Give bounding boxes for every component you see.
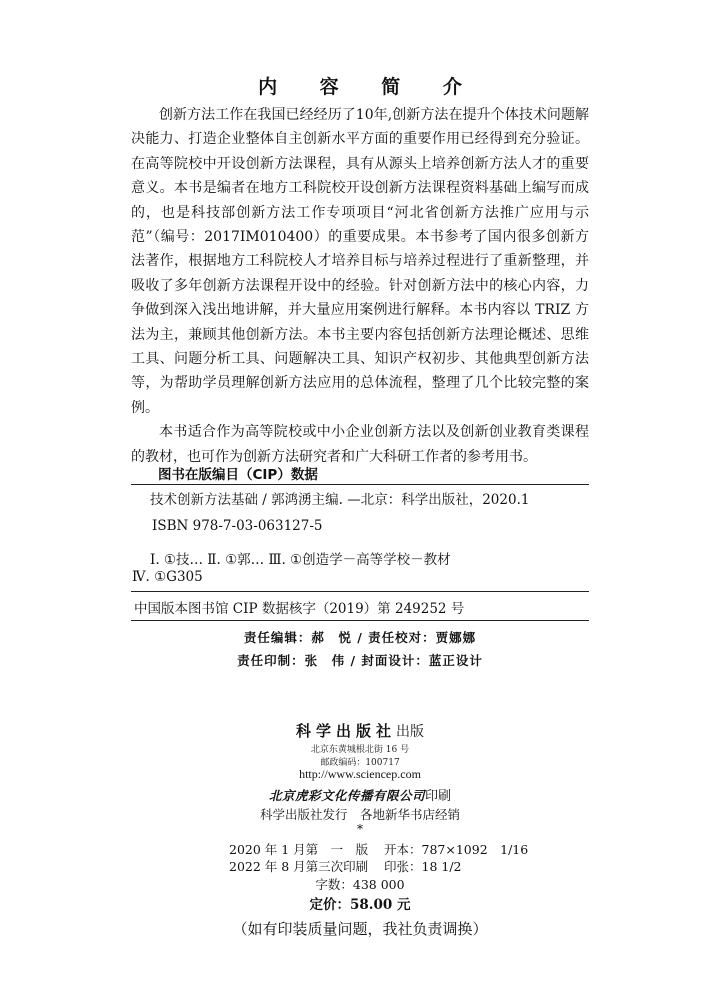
divider xyxy=(131,484,589,485)
distribution-line: 科学出版社发行 各地新华书店经销 xyxy=(259,807,460,822)
word-count: 字数：438 000 xyxy=(315,877,405,892)
publisher-postcode: 邮政编码：100717 xyxy=(320,758,400,768)
cip-catalog-entry: 技术创新方法基础 / 郭鸿湧主编. —北京：科学出版社，2020.1 xyxy=(150,492,530,508)
editor-credits: 责任编辑：郝 悦 / 责任校对：贾娜娜 xyxy=(243,630,477,645)
printer-name-suffix: 印刷 xyxy=(425,789,452,804)
book-format: 开本：787×1092 1/16 xyxy=(384,842,529,857)
publisher-name xyxy=(0,720,720,741)
page-title: 内 容 简 介 xyxy=(258,76,480,98)
divider xyxy=(131,620,589,621)
intro-paragraph: 创新方法工作在我国已经经历了10年,创新方法在提升个体技术问题解决能力、打造企业整体自主创新水平方面的重要作用已经得到充分验证。在高等院校中开设创新方法课程，具有从源头上培养创新方法人才的重要意义。本书是编者在地方工科院校开设创新方法课程资料基础上编写而成的，也是科技部创新方法工作专项项目“河北省创新方法推广应用与示范”（编号：2017IM010400）的重要成果。本书参考了国内很多创新方法著作，根据地方工科院校人才培养目标与培养过程进行了重新整理，并吸收了多年创新方法课程开设中的经验。针对创新方法中的核心内容，力争做到深入浅出地讲解，并大量应用案例进行解释。本书内容以 TRIZ 方法为主，兼顾其他创新方法。本书主要内容包括创新方法理论概述、思维工具、问题分析工具、问题解决工具、知识产权初步、其他典型创新方法等，为帮助学员理解创新方法应用的总体流程，整理了几个比较完整的案例。 xyxy=(131,107,589,416)
printer-name xyxy=(0,785,720,804)
edition-line: 2020 年 1 月第 一 版 xyxy=(229,842,369,857)
cip-isbn: ISBN 978-7-03-063127-5 xyxy=(152,518,323,534)
intro-paragraph: 本书适合作为高等院校或中小企业创新方法以及创新创业教育类课程的教材，也可作为创新方法研究者和广大科研工作者的参考用书。 xyxy=(131,424,589,465)
publisher-address: 北京东黄城根北街 16 号 xyxy=(310,745,410,755)
cip-classification: Ⅳ. ①G305 xyxy=(132,569,203,585)
book-price: 定价：58.00 元 xyxy=(309,897,411,913)
printer-name-text: 北京虎彩文化传播有限公司 xyxy=(268,788,425,803)
cip-heading: 图书在版编目（CIP）数据 xyxy=(158,467,318,483)
intro-body xyxy=(131,103,589,469)
quality-notice: （如有印装质量问题，我社负责调换） xyxy=(232,920,488,938)
printed-sheets: 印张：18 1/2 xyxy=(384,859,462,874)
cip-number: 中国版本图书馆 CIP 数据核字（2019）第 249252 号 xyxy=(134,601,465,617)
separator-star: * xyxy=(357,822,363,836)
cip-classification: Ⅰ. ①技… Ⅱ. ①郭… Ⅲ. ①创造学－高等学校－教材 xyxy=(150,552,451,568)
publisher-url: http://www.sciencep.com xyxy=(299,767,421,781)
printing-line: 2022 年 8 月第三次印刷 xyxy=(229,859,369,874)
divider xyxy=(131,591,589,592)
production-credits: 责任印制：张 伟 / 封面设计：蓝正设计 xyxy=(237,653,483,668)
publisher-name-text: 科学出版社 xyxy=(295,722,396,740)
publisher-name-suffix: 出版 xyxy=(396,724,424,740)
